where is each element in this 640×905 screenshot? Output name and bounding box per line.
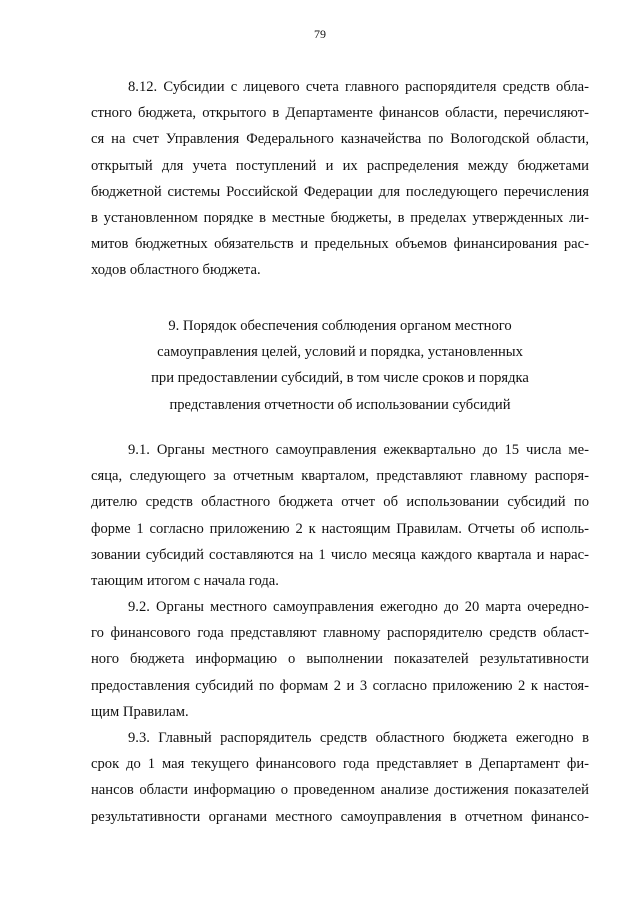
- heading-line: самоуправления целей, условий и порядка, установленных: [157, 344, 523, 361]
- text-line: 8.12. Субсидии с лицевого счета главного распорядителя средств обла-: [128, 79, 589, 95]
- text-line: сяца, следующего за отчетным кварталом, представляют главному распоря-: [91, 468, 589, 485]
- text-line: зовании субсидий составляются на 1 число месяца каждого квартала и нарас-: [91, 546, 589, 563]
- text-line: ходов областного бюджета.: [91, 262, 261, 279]
- text-line: стного бюджета, открытого в Департаменте финансов области, перечисляют-: [91, 105, 589, 122]
- text-line: тающим итогом с начала года.: [91, 573, 279, 590]
- text-line: 9.2. Органы местного самоуправления ежегодно до 20 марта очередно-: [128, 599, 589, 615]
- heading-line: представления отчетности об использовании субсидий: [169, 396, 511, 413]
- paragraph-9-3: [91, 725, 589, 830]
- text-line: нансов области информацию о проведенном анализе достижения показателей: [91, 782, 589, 799]
- text-line: щим Правилам.: [91, 703, 189, 720]
- text-line: дителю средств областного бюджета отчет об использовании субсидий по: [91, 494, 589, 511]
- text-line: митов бюджетных обязательств и предельных объемов финансирования рас-: [91, 236, 589, 253]
- text-line: в установленном порядке в местные бюджеты, в пределах утвержденных ли-: [91, 210, 589, 227]
- page-number: 79: [314, 27, 326, 41]
- heading-line: 9. Порядок обеспечения соблюдения органом местного: [168, 318, 512, 334]
- text-line: ного бюджета информацию о выполнении показателей результативности: [91, 651, 589, 668]
- text-line: го финансового года представляют главному распорядителю средств област-: [91, 625, 589, 642]
- section-9-heading: [91, 313, 589, 418]
- text-line: бюджетной системы Российской Федерации для последующего перечисления: [91, 183, 589, 200]
- text-line: предоставления субсидий по формам 2 и 3 согласно приложению 2 к настоя-: [91, 677, 589, 694]
- paragraph-8-12: [91, 74, 589, 284]
- paragraph-9-2: [91, 594, 589, 725]
- text-line: форме 1 согласно приложению 2 к настоящим Правилам. Отчеты об исполь-: [91, 520, 589, 537]
- text-line: результативности органами местного самоуправления в отчетном финансо-: [91, 808, 589, 825]
- text-line: 9.3. Главный распорядитель средств областного бюджета ежегодно в: [128, 730, 589, 746]
- text-line: ся на счет Управления Федерального казначейства по Вологодской области,: [91, 131, 589, 148]
- text-line: открытый для учета поступлений и их распределения между бюджетами: [91, 157, 589, 174]
- text-line: срок до 1 мая текущего финансового года представляет в Департамент фи-: [91, 756, 589, 773]
- text-line: 9.1. Органы местного самоуправления ежеквартально до 15 числа ме-: [128, 442, 589, 458]
- paragraph-9-1: [91, 437, 589, 594]
- heading-line: при предоставлении субсидий, в том числе сроков и порядка: [151, 370, 529, 387]
